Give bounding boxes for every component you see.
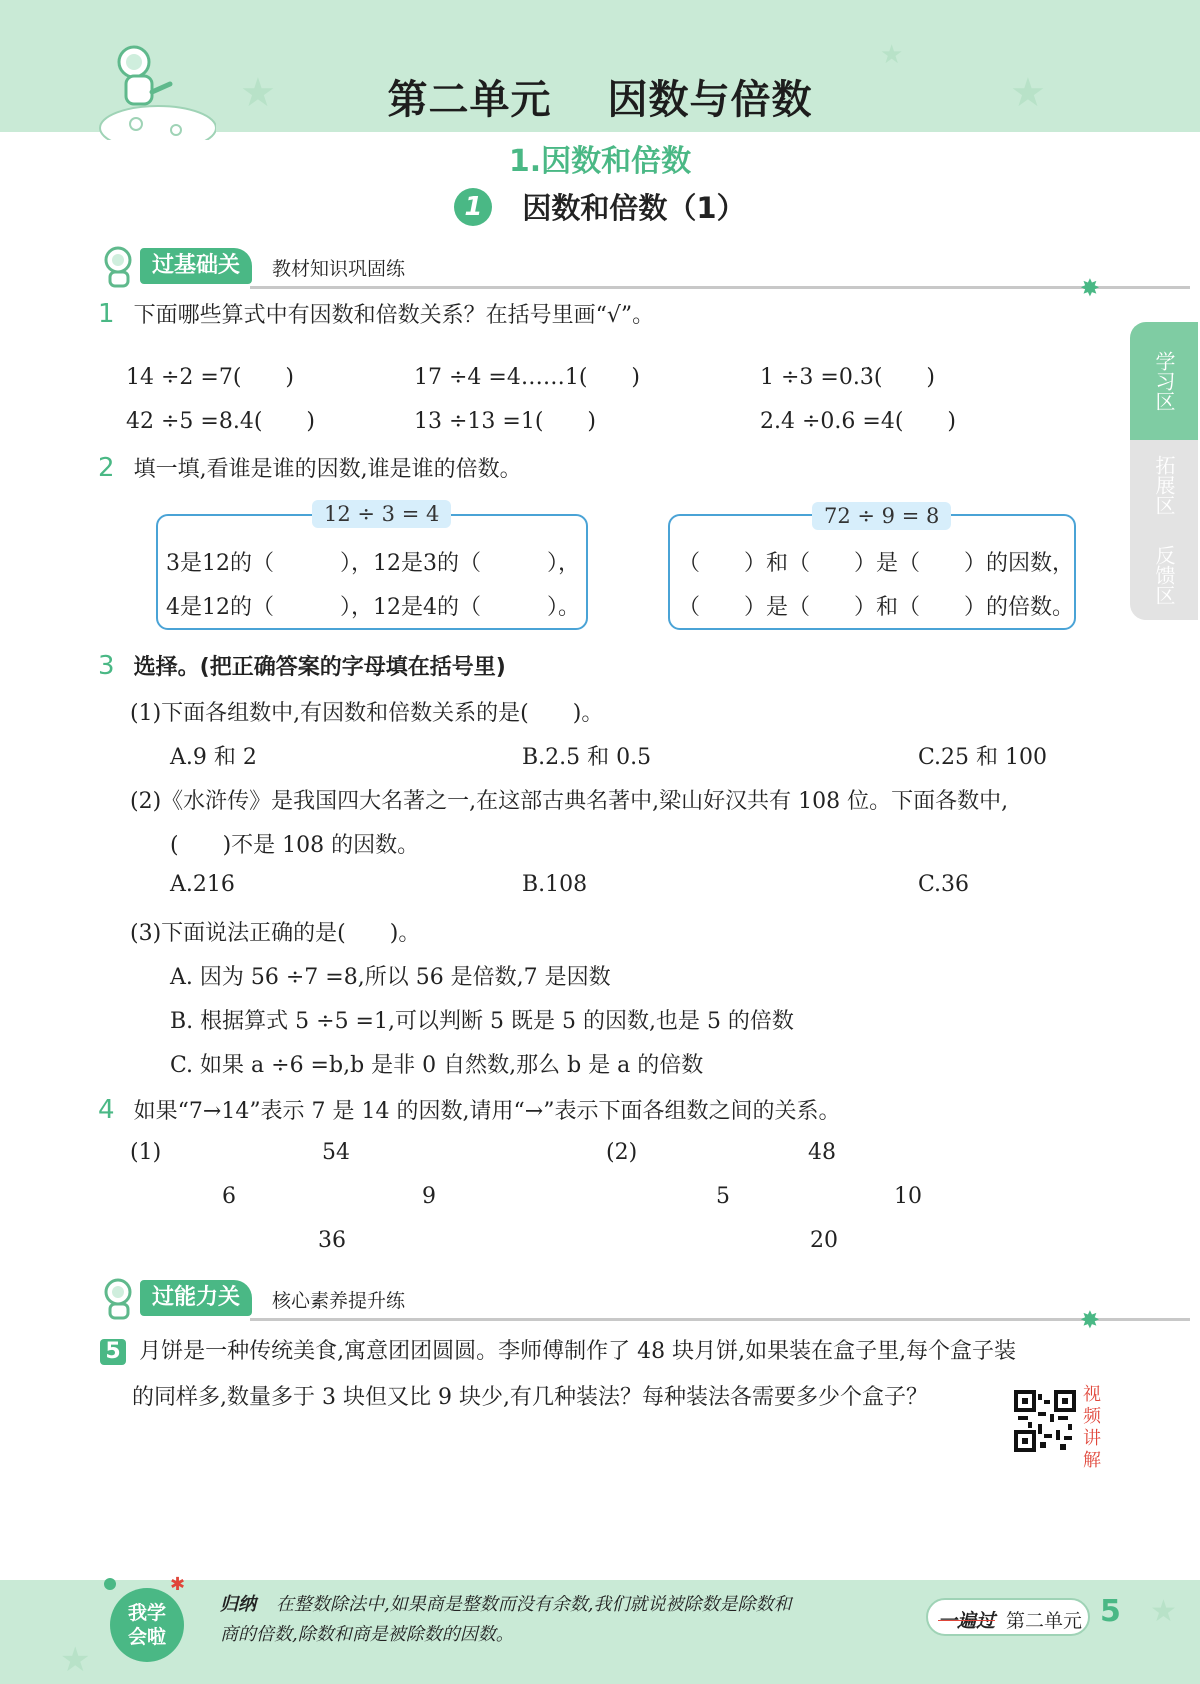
tab-study[interactable]: 学习区: [1130, 322, 1198, 440]
q2-box-left-line[interactable]: 4是12的（ ），12是4的（ ）。: [166, 595, 580, 620]
q3-sub2-stem: ( )不是 108 的因数。: [170, 833, 420, 858]
video-label[interactable]: 视 频 讲 解: [1083, 1384, 1101, 1471]
q4-number[interactable]: 20: [810, 1228, 838, 1253]
q3-option[interactable]: B.2.5 和 0.5: [522, 745, 652, 770]
summary-text: 商的倍数,除数和商是被除数的因数。: [220, 1624, 514, 1645]
badge-dot: [104, 1578, 116, 1590]
q2-box-right-line[interactable]: （ ）和（ ）是（ ）的因数，: [678, 551, 1075, 576]
question-number: 3: [98, 651, 115, 681]
question-number: 2: [98, 453, 115, 483]
unit-title: [0, 68, 1200, 125]
q4-number[interactable]: 6: [222, 1184, 236, 1209]
q4-number[interactable]: 10: [894, 1184, 922, 1209]
q2-box-left-label: 12 ÷ 3 = 4: [312, 500, 451, 528]
q1-item[interactable]: 14 ÷2 =7( ): [126, 365, 295, 390]
q4-number[interactable]: 54: [322, 1140, 350, 1165]
q3-option[interactable]: C.36: [918, 872, 970, 897]
lesson-number-badge: 1: [454, 188, 492, 226]
badge-star: ✱: [170, 1574, 186, 1595]
question-2: [98, 452, 522, 483]
question-4: [98, 1094, 840, 1125]
star-icon: ✸: [1079, 1306, 1100, 1334]
q3-option[interactable]: C. 如果 a ÷6 =b,b 是非 0 自然数,那么 b 是 a 的倍数: [170, 1053, 704, 1078]
tab-feedback[interactable]: 反馈区: [1130, 530, 1198, 620]
summary-label: 归纳: [220, 1594, 256, 1615]
question-text-line: 的同样多,数量多于 3 块但又比 9 块少,有几种装法？每种装法各需要多少个盒子？: [132, 1385, 928, 1410]
q4-number[interactable]: 36: [318, 1228, 346, 1253]
unit-tag: 第二单元: [1006, 1610, 1083, 1632]
unit-topic: 因数与倍数: [607, 77, 813, 123]
q3-option[interactable]: B. 根据算式 5 ÷5 =1,可以判断 5 既是 5 的因数,也是 5 的倍数: [170, 1009, 794, 1034]
q4-group2-label: (2): [606, 1140, 638, 1165]
star-decoration: ★: [60, 1640, 91, 1680]
section-title: 1.因数和倍数: [508, 144, 692, 179]
star-icon: ✸: [1079, 274, 1100, 302]
question-5: [100, 1334, 1016, 1365]
q4-group1-label: (1): [130, 1140, 162, 1165]
star-decoration: ★: [880, 40, 904, 70]
summary: [220, 1590, 791, 1650]
question-3: [98, 650, 506, 681]
q3-sub2-stem: (2)《水浒传》是我国四大名著之一,在这部古典名著中,梁山好汉共有 108 位。下面各数中,: [130, 789, 1009, 814]
summary-text: 在整数除法中,如果商是整数而没有余数,我们就说被除数是除数和: [276, 1594, 792, 1615]
q1-item[interactable]: 42 ÷5 =8.4( ): [126, 409, 315, 434]
page-footer-tag: [926, 1598, 1090, 1636]
ability-section-subtitle: 核心素养提升练: [272, 1290, 406, 1312]
learned-badge: 我学 会啦: [110, 1588, 184, 1662]
question-number: 5: [100, 1339, 126, 1365]
mascot-icon: [100, 244, 144, 288]
q3-option[interactable]: A. 因为 56 ÷7 =8,所以 56 是倍数,7 是因数: [170, 965, 611, 990]
question-1: [98, 298, 654, 329]
tab-extend[interactable]: 拓展区: [1130, 440, 1198, 530]
basic-section-subtitle: 教材知识巩固练: [272, 258, 406, 280]
question-prompt: 填一填,看谁是谁的因数,谁是谁的倍数。: [133, 457, 522, 482]
star-decoration: ★: [1010, 70, 1046, 116]
lesson-title: 因数和倍数（1）: [522, 191, 746, 225]
question-number: 1: [98, 299, 115, 329]
qr-code[interactable]: [1014, 1390, 1076, 1452]
q1-item[interactable]: 2.4 ÷0.6 =4( ): [760, 409, 956, 434]
basic-section-header: [100, 248, 1100, 302]
ability-section-header: [100, 1280, 1100, 1334]
side-tabs: [1130, 322, 1200, 620]
q3-option[interactable]: A.216: [170, 872, 235, 897]
q2-box-right-label: 72 ÷ 9 = 8: [812, 502, 951, 530]
q1-item[interactable]: 17 ÷4 =4……1( ): [414, 365, 641, 390]
question-prompt: 如果“7→14”表示 7 是 14 的因数,请用“→”表示下面各组数之间的关系。: [133, 1099, 841, 1124]
question-number: 4: [98, 1095, 115, 1125]
q2-box-left-line[interactable]: 3是12的（ ），12是3的（ ），: [166, 551, 580, 576]
page-number: 5: [1100, 1594, 1121, 1629]
basic-section-tag: 过基础关: [140, 248, 252, 284]
q4-number[interactable]: 48: [808, 1140, 836, 1165]
star-decoration: ★: [240, 70, 276, 116]
star-decoration: ★: [1150, 1594, 1177, 1629]
q1-item[interactable]: 1 ÷3 =0.3̇( ): [760, 365, 936, 390]
q3-sub3-stem: (3)下面说法正确的是( )。: [130, 921, 421, 946]
q4-number[interactable]: 5: [716, 1184, 730, 1209]
q1-item[interactable]: 13 ÷13 =1( ): [414, 409, 597, 434]
question-text-line: 月饼是一种传统美食,寓意团团圆圆。李师傅制作了 48 块月饼,如果装在盒子里,每个盒子装: [139, 1339, 1017, 1364]
question-prompt: 下面哪些算式中有因数和倍数关系？在括号里画“√”。: [133, 303, 655, 328]
unit-label: 第二单元: [387, 77, 552, 123]
mascot-icon: [100, 1276, 144, 1320]
brand-logo: 一遍过: [938, 1610, 996, 1632]
ability-section-tag: 过能力关: [140, 1280, 252, 1316]
divider: [250, 1318, 1190, 1321]
lesson-heading: [0, 186, 1200, 227]
q3-option[interactable]: C.25 和 100: [918, 745, 1048, 770]
q2-box-right-line[interactable]: （ ）是（ ）和（ ）的倍数。: [678, 595, 1075, 620]
q3-option[interactable]: A.9 和 2: [170, 745, 257, 770]
q4-number[interactable]: 9: [422, 1184, 436, 1209]
divider: [250, 286, 1190, 289]
q3-option[interactable]: B.108: [522, 872, 588, 897]
question-prompt: 选择。(把正确答案的字母填在括号里): [133, 655, 506, 680]
q3-sub1-stem: (1)下面各组数中,有因数和倍数关系的是( )。: [130, 701, 604, 726]
